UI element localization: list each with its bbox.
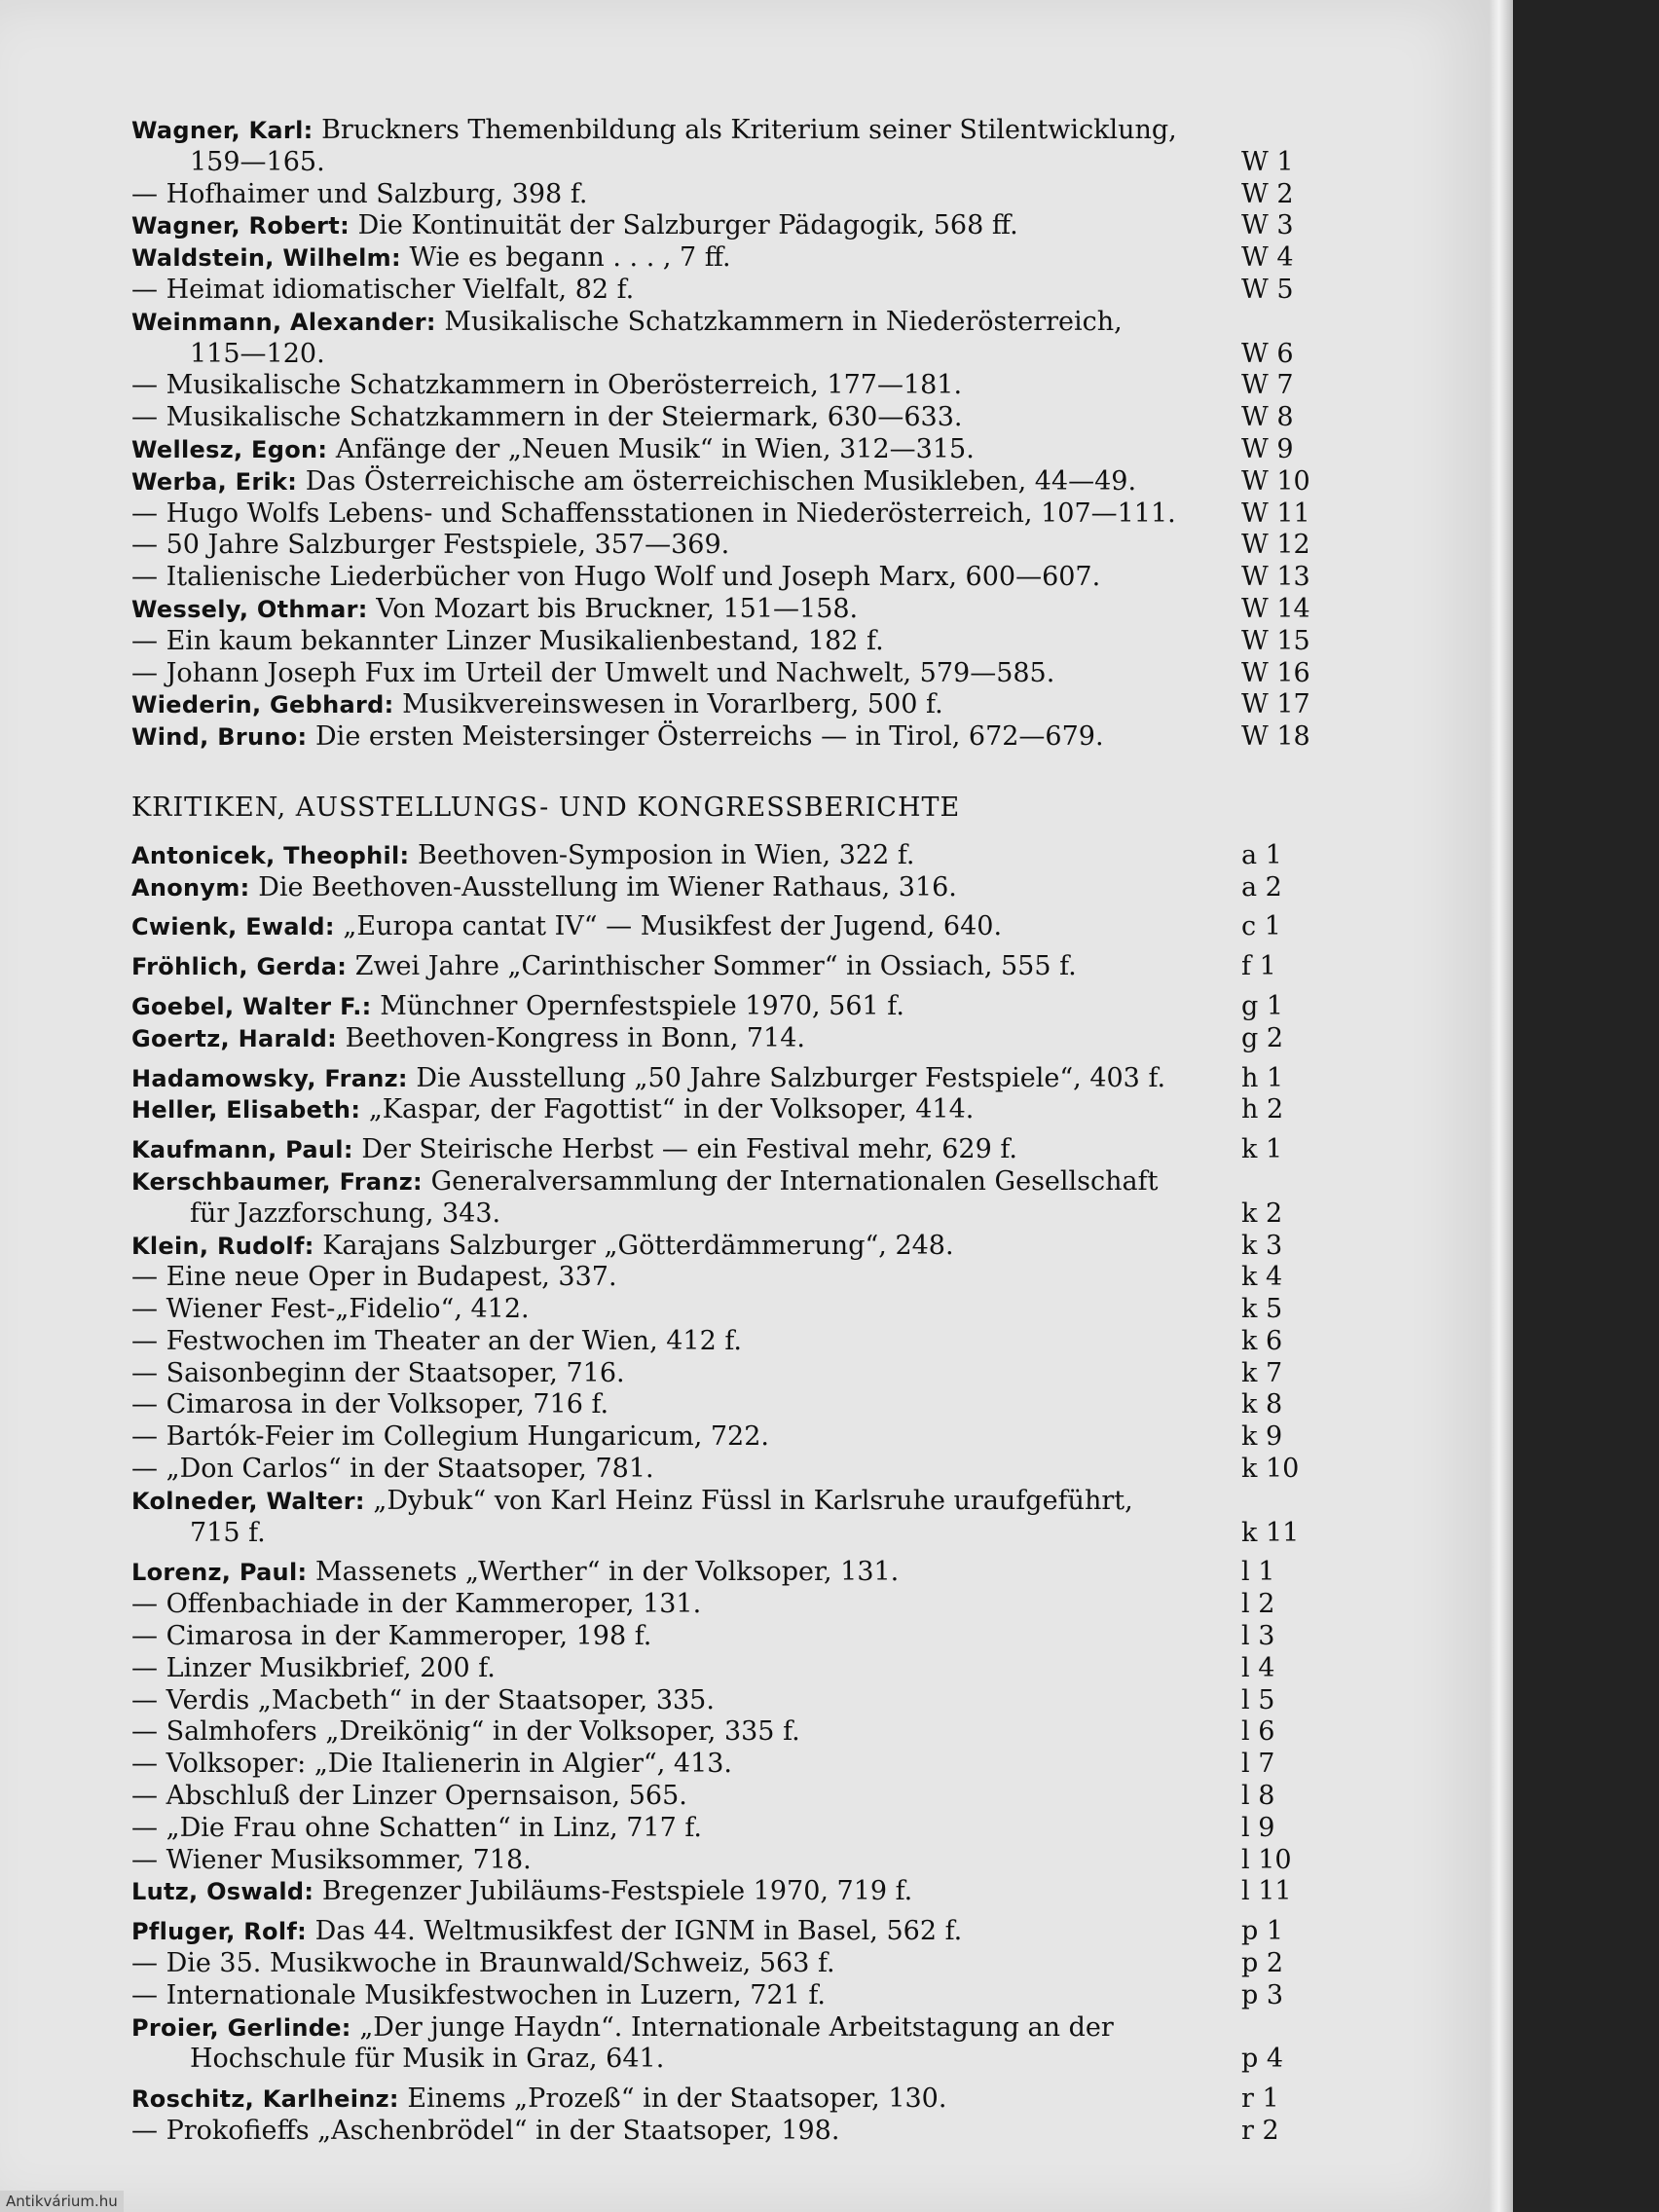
entry-title: Musikvereinswesen in Vorarlberg, 500 f. — [402, 689, 943, 720]
index-entry — [131, 991, 1329, 1023]
authors-w-section — [131, 115, 1329, 754]
entry-line — [131, 1685, 1329, 1717]
entry-line — [131, 2116, 1329, 2148]
entry-title: — Die 35. Musikwoche in Braunwald/Schweiz, 563 f. — [131, 1948, 835, 1979]
entry-code: g 1 — [1241, 990, 1284, 1021]
index-entry — [131, 911, 1329, 943]
entry-line — [131, 1876, 1329, 1908]
entry-line — [131, 562, 1329, 594]
index-entry — [131, 872, 1329, 904]
entry-title: „Der junge Haydn“. Internationale Arbeitstagung an der — [359, 2011, 1114, 2043]
entry-line — [131, 1749, 1329, 1781]
index-entry — [131, 275, 1329, 307]
index-entry — [131, 1845, 1329, 1877]
entry-line — [131, 1421, 1329, 1454]
group-gap — [131, 1908, 1329, 1916]
entry-title: Die ersten Meistersinger Österreichs — in Tirol, 672—679. — [315, 721, 1104, 753]
page-edge — [1490, 0, 1513, 2212]
author-name: Goertz, Harald: — [131, 1024, 338, 1052]
entry-code: l 7 — [1241, 1749, 1275, 1780]
author-name: Heller, Elisabeth: — [131, 1096, 361, 1124]
entry-line — [131, 402, 1329, 434]
index-entry — [131, 1358, 1329, 1390]
index-entry — [131, 307, 1329, 371]
entry-title: Musikalische Schatzkammern in Niederösterreich, — [444, 306, 1123, 337]
index-entry — [131, 1749, 1329, 1781]
author-name: Roschitz, Karlheinz: — [131, 2085, 399, 2114]
entry-title: — Heimat idiomatischer Vielfalt, 82 f. — [131, 274, 635, 305]
entry-code: W 6 — [1241, 338, 1294, 369]
entry-code: W 9 — [1241, 433, 1294, 464]
index-entry — [131, 466, 1329, 498]
entry-title: Beethoven-Symposion in Wien, 322 f. — [418, 839, 915, 870]
entry-code: k 8 — [1241, 1389, 1283, 1420]
index-entry — [131, 434, 1329, 466]
index-entry — [131, 594, 1329, 626]
entry-title: Generalversammlung der Internationalen Gesellschaft — [430, 1165, 1159, 1197]
entry-code: W 1 — [1241, 146, 1294, 177]
entry-title: — Wiener Musiksommer, 718. — [131, 1844, 532, 1875]
entry-line — [131, 1781, 1329, 1813]
entry-code: h 1 — [1241, 1062, 1284, 1093]
index-entry — [131, 1262, 1329, 1294]
author-name: Goebel, Walter F.: — [131, 992, 372, 1020]
entry-title: Karajans Salzburger „Götterdämmerung“, 248. — [322, 1230, 954, 1261]
entry-code: W 3 — [1241, 210, 1294, 241]
entry-line — [131, 1023, 1329, 1055]
entry-title: — Cimarosa in der Kammeroper, 198 f. — [131, 1621, 652, 1652]
entry-code: W 14 — [1241, 593, 1310, 624]
entry-title: Die Ausstellung „50 Jahre Salzburger Festspiele“, 403 f. — [416, 1062, 1166, 1093]
index-entry — [131, 1716, 1329, 1749]
entry-code: W 5 — [1241, 274, 1294, 305]
entry-title: — Hofhaimer und Salzburg, 398 f. — [131, 178, 588, 209]
index-entry — [131, 626, 1329, 658]
entry-continuation: 115—120. — [190, 338, 325, 369]
index-entry — [131, 1389, 1329, 1421]
entry-line — [131, 1094, 1329, 1126]
entry-line — [131, 2083, 1329, 2116]
index-entry — [131, 1948, 1329, 1980]
entry-line — [131, 1621, 1329, 1653]
entry-line — [131, 594, 1329, 626]
author-name: Klein, Rudolf: — [131, 1232, 314, 1260]
index-entry — [131, 1454, 1329, 1486]
index-entry — [131, 1916, 1329, 1948]
index-entry — [131, 370, 1329, 402]
entry-title: — Eine neue Oper in Budapest, 337. — [131, 1262, 617, 1293]
index-entry — [131, 1589, 1329, 1621]
entry-code: W 13 — [1241, 562, 1310, 593]
entry-code: l 6 — [1241, 1716, 1275, 1748]
entry-line — [131, 872, 1329, 904]
entry-code: k 5 — [1241, 1294, 1283, 1325]
author-name: Kerschbaumer, Franz: — [131, 1167, 423, 1196]
entry-title: — Cimarosa in der Volksoper, 716 f. — [131, 1389, 609, 1420]
index-entry — [131, 1621, 1329, 1653]
index-entry — [131, 1134, 1329, 1166]
entry-line — [131, 307, 1329, 339]
entry-title: Die Beethoven-Ausstellung im Wiener Rathaus, 316. — [258, 871, 957, 903]
entry-line — [131, 721, 1329, 754]
entry-code: l 1 — [1241, 1557, 1275, 1588]
index-entry — [131, 1980, 1329, 2012]
entry-line — [131, 911, 1329, 943]
entry-line — [131, 1231, 1329, 1263]
group-gap — [131, 2076, 1329, 2083]
entry-line — [131, 242, 1329, 275]
entry-title: — „Die Frau ohne Schatten“ in Linz, 717 f. — [131, 1812, 702, 1843]
entry-line — [131, 658, 1329, 690]
index-entry — [131, 1231, 1329, 1263]
entry-code: k 7 — [1241, 1357, 1283, 1388]
index-entry — [131, 562, 1329, 594]
entry-title: Münchner Opernfestspiele 1970, 561 f. — [380, 990, 904, 1021]
entry-code: g 2 — [1241, 1022, 1284, 1053]
entry-title: Bruckners Themenbildung als Kriterium seiner Stilentwicklung, — [321, 115, 1177, 145]
entry-title: — Offenbachiade in der Kammeroper, 131. — [131, 1589, 702, 1620]
entry-title: — Bartók-Feier im Collegium Hungaricum, 722. — [131, 1421, 770, 1453]
index-entry — [131, 951, 1329, 983]
entry-code: W 2 — [1241, 178, 1294, 209]
entry-title: — Volksoper: „Die Italienerin in Algier“, 413. — [131, 1749, 733, 1780]
entry-title: Massenets „Werther“ in der Volksoper, 131. — [314, 1557, 900, 1588]
entry-line — [131, 1948, 1329, 1980]
entry-line — [131, 466, 1329, 498]
entry-line — [131, 498, 1329, 531]
entry-title: — Hugo Wolfs Lebens- und Schaffensstationen in Niederösterreich, 107—111. — [131, 498, 1176, 529]
entry-line — [131, 179, 1329, 211]
entry-code: k 10 — [1241, 1454, 1300, 1485]
entry-code: l 10 — [1241, 1844, 1292, 1875]
entry-code: p 3 — [1241, 1979, 1284, 2010]
index-entry — [131, 2083, 1329, 2116]
entry-line — [131, 370, 1329, 402]
entry-code: W 17 — [1241, 689, 1310, 720]
entry-line — [131, 1134, 1329, 1166]
entry-title: Einems „Prozeß“ in der Staatsoper, 130. — [407, 2083, 947, 2115]
entry-title: — „Don Carlos“ in der Staatsoper, 781. — [131, 1454, 654, 1485]
entry-line — [131, 275, 1329, 307]
index-entry — [131, 1486, 1329, 1550]
author-name: Anonym: — [131, 873, 250, 902]
index-entry — [131, 1294, 1329, 1326]
entry-code: p 1 — [1241, 1916, 1284, 1947]
entry-title: Der Steirische Herbst — ein Festival mehr, 629 f. — [361, 1134, 1017, 1165]
entry-line — [131, 1813, 1329, 1845]
author-name: Waldstein, Wilhelm: — [131, 244, 401, 273]
entry-line — [131, 1980, 1329, 2012]
entry-code: W 16 — [1241, 657, 1310, 688]
author-name: Wagner, Robert: — [131, 212, 350, 240]
entry-code: W 7 — [1241, 370, 1294, 401]
index-entry — [131, 242, 1329, 275]
entry-title: — Verdis „Macbeth“ in der Staatsoper, 335. — [131, 1684, 715, 1715]
author-name: Antonicek, Theophil: — [131, 841, 410, 869]
entry-title: — Internationale Musikfestwochen in Luzern, 721 f. — [131, 1979, 826, 2010]
entry-line — [131, 1166, 1329, 1198]
index-entry — [131, 1876, 1329, 1908]
entry-title: — Abschluß der Linzer Opernsaison, 565. — [131, 1781, 687, 1812]
entry-title: — Johann Joseph Fux im Urteil der Umwelt und Nachwelt, 579—585. — [131, 657, 1055, 688]
author-name: Fröhlich, Gerda: — [131, 953, 348, 981]
author-name: Pfluger, Rolf: — [131, 1918, 308, 1946]
index-entry — [131, 1063, 1329, 1095]
author-name: Proier, Gerlinde: — [131, 2013, 351, 2042]
entry-title: Anfänge der „Neuen Musik“ in Wien, 312—315. — [335, 433, 975, 464]
reviews-section — [131, 840, 1329, 2148]
author-name: Lorenz, Paul: — [131, 1559, 308, 1587]
index-entry — [131, 115, 1329, 179]
entry-continuation: 715 f. — [190, 1517, 266, 1548]
entry-title: Beethoven-Kongress in Bonn, 714. — [345, 1022, 805, 1053]
section-heading: KRITIKEN, AUSSTELLUNGS- UND KONGRESSBERICHTE — [131, 792, 961, 823]
entry-code: a 1 — [1241, 839, 1282, 870]
index-entry — [131, 658, 1329, 690]
entry-line — [131, 1557, 1329, 1589]
author-name: Lutz, Oswald: — [131, 1878, 314, 1906]
index-entry — [131, 2116, 1329, 2148]
entry-code: r 2 — [1241, 2116, 1279, 2147]
entry-code: W 10 — [1241, 465, 1310, 497]
index-entry — [131, 1094, 1329, 1126]
entry-line — [131, 1454, 1329, 1486]
entry-code: k 3 — [1241, 1230, 1283, 1261]
author-name: Wind, Bruno: — [131, 723, 308, 752]
entry-code: k 11 — [1241, 1517, 1300, 1548]
entry-code: l 3 — [1241, 1621, 1275, 1652]
entry-title: — Festwochen im Theater an der Wien, 412 f. — [131, 1325, 742, 1356]
watermark: Antikvárium.hu — [0, 2191, 124, 2212]
author-name: Kaufmann, Paul: — [131, 1136, 353, 1164]
index-entry — [131, 840, 1329, 872]
entry-code: k 1 — [1241, 1134, 1283, 1165]
author-name: Kolneder, Walter: — [131, 1487, 365, 1515]
entry-code: l 2 — [1241, 1589, 1275, 1620]
entry-code: f 1 — [1241, 951, 1276, 982]
entry-title: — Italienische Liederbücher von Hugo Wolf und Joseph Marx, 600—607. — [131, 562, 1101, 593]
author-name: Cwienk, Ewald: — [131, 913, 335, 941]
group-gap — [131, 943, 1329, 951]
author-name: Wagner, Karl: — [131, 117, 313, 144]
index-entry — [131, 721, 1329, 754]
entry-line — [131, 1486, 1329, 1518]
entry-continuation: Hochschule für Musik in Graz, 641. — [190, 2044, 665, 2075]
entry-line — [131, 1389, 1329, 1421]
entry-line — [131, 840, 1329, 872]
entry-line — [131, 210, 1329, 242]
entry-title: — Musikalische Schatzkammern in Oberösterreich, 177—181. — [131, 370, 963, 401]
entry-title: Von Mozart bis Bruckner, 151—158. — [376, 593, 859, 624]
entry-title: — 50 Jahre Salzburger Festspiele, 357—369. — [131, 530, 730, 561]
entry-title: Das Österreichische am österreichischen Musikleben, 44—49. — [305, 465, 1137, 497]
entry-line — [131, 1063, 1329, 1095]
entry-line — [131, 951, 1329, 983]
entry-code: l 5 — [1241, 1684, 1275, 1715]
entry-title: Die Kontinuität der Salzburger Pädagogik, 568 ff. — [357, 210, 1018, 241]
index-entry — [131, 1326, 1329, 1358]
entry-title: — Salmhofers „Dreikönig“ in der Volksoper, 335 f. — [131, 1716, 800, 1748]
entry-title: — Wiener Fest-„Fidelio“, 412. — [131, 1294, 530, 1325]
entry-code: r 1 — [1241, 2083, 1279, 2115]
author-name: Hadamowsky, Franz: — [131, 1064, 408, 1092]
entry-title: „Dybuk“ von Karl Heinz Füssl in Karlsruhe uraufgeführt, — [373, 1485, 1133, 1516]
entry-code: k 9 — [1241, 1421, 1283, 1453]
entry-line — [131, 1653, 1329, 1685]
group-gap — [131, 1549, 1329, 1557]
entry-line — [131, 626, 1329, 658]
entry-title: — Prokofieffs „Aschenbrödel“ in der Staatsoper, 198. — [131, 2116, 840, 2147]
group-gap — [131, 1055, 1329, 1063]
index-entry — [131, 402, 1329, 434]
entry-code: k 2 — [1241, 1198, 1283, 1229]
entry-line — [131, 1916, 1329, 1948]
entry-code: l 4 — [1241, 1652, 1275, 1683]
index-entry — [131, 1653, 1329, 1685]
index-entry — [131, 179, 1329, 211]
index-entry — [131, 2012, 1329, 2077]
author-name: Wellesz, Egon: — [131, 435, 328, 463]
entry-code: h 2 — [1241, 1094, 1284, 1125]
entry-line — [131, 1845, 1329, 1877]
index-entry — [131, 1781, 1329, 1813]
index-entry — [131, 498, 1329, 531]
entry-title: — Linzer Musikbrief, 200 f. — [131, 1652, 496, 1683]
entry-line — [131, 1716, 1329, 1749]
index-entry — [131, 530, 1329, 562]
entry-title: Zwei Jahre „Carinthischer Sommer“ in Ossiach, 555 f. — [354, 951, 1077, 982]
entry-code: W 12 — [1241, 530, 1310, 561]
entry-line — [131, 115, 1329, 147]
entry-line — [131, 1262, 1329, 1294]
entry-code: W 4 — [1241, 242, 1294, 274]
entry-code: l 9 — [1241, 1812, 1275, 1843]
entry-line — [131, 1294, 1329, 1326]
entry-line — [131, 689, 1329, 721]
entry-title: Das 44. Weltmusikfest der IGNM in Basel, 562 f. — [314, 1916, 963, 1947]
group-gap — [131, 1126, 1329, 1134]
index-entry — [131, 1813, 1329, 1845]
entry-title: — Musikalische Schatzkammern in der Steiermark, 630—633. — [131, 402, 963, 433]
index-entry — [131, 210, 1329, 242]
entry-title: Wie es begann . . . , 7 ff. — [409, 242, 731, 274]
entry-code: c 1 — [1241, 911, 1281, 942]
index-entry — [131, 1685, 1329, 1717]
entry-line — [131, 1358, 1329, 1390]
entry-code: k 6 — [1241, 1325, 1283, 1356]
index-entry — [131, 689, 1329, 721]
author-name: Wessely, Othmar: — [131, 595, 368, 623]
entry-code: W 15 — [1241, 625, 1310, 656]
entry-code: a 2 — [1241, 871, 1282, 903]
entry-line — [131, 434, 1329, 466]
entry-line — [131, 1326, 1329, 1358]
index-entry — [131, 1421, 1329, 1454]
entry-continuation: für Jazzforschung, 343. — [190, 1198, 501, 1229]
entry-title: „Europa cantat IV“ — Musikfest der Jugend, 640. — [343, 911, 1003, 942]
entry-line — [131, 530, 1329, 562]
index-entry — [131, 1166, 1329, 1231]
entry-code: p 4 — [1241, 2044, 1284, 2075]
entry-line — [131, 1589, 1329, 1621]
entry-code: l 11 — [1241, 1876, 1292, 1907]
entry-continuation: 159—165. — [190, 146, 325, 177]
book-cover — [1513, 0, 1659, 2212]
entry-code: W 11 — [1241, 498, 1310, 529]
group-gap — [131, 983, 1329, 991]
author-name: Wiederin, Gebhard: — [131, 691, 394, 719]
index-content — [131, 115, 1329, 2148]
group-gap — [131, 903, 1329, 911]
entry-title: „Kaspar, der Fagottist“ in der Volksoper, 414. — [368, 1094, 975, 1125]
entry-title: — Ein kaum bekannter Linzer Musikalienbestand, 182 f. — [131, 625, 884, 656]
entry-code: W 8 — [1241, 402, 1294, 433]
entry-code: l 8 — [1241, 1781, 1275, 1812]
entry-code: k 4 — [1241, 1262, 1283, 1293]
index-entry — [131, 1023, 1329, 1055]
entry-title: — Saisonbeginn der Staatsoper, 716. — [131, 1357, 625, 1388]
entry-title: Bregenzer Jubiläums-Festspiele 1970, 719 f. — [321, 1876, 913, 1907]
index-entry — [131, 1557, 1329, 1589]
entry-line — [131, 2012, 1329, 2045]
author-name: Weinmann, Alexander: — [131, 308, 436, 336]
entry-code: W 18 — [1241, 721, 1310, 753]
entry-code: p 2 — [1241, 1948, 1284, 1979]
entry-line — [131, 991, 1329, 1023]
author-name: Werba, Erik: — [131, 467, 298, 496]
